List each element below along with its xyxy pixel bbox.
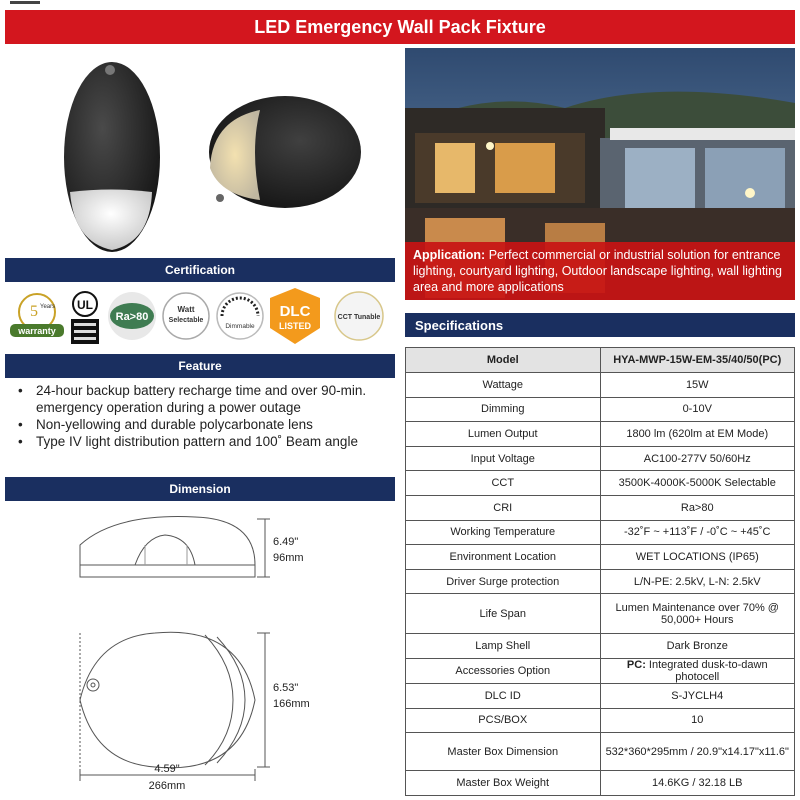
table-row: [406, 520, 795, 545]
spec-key: Lumen Output: [406, 422, 601, 447]
feature-heading: Feature: [5, 354, 395, 378]
spec-value: [600, 658, 795, 683]
spec-value-bold: PC:: [626, 658, 646, 671]
height-inches: 6.49": [273, 536, 299, 548]
certification-heading: Certification: [5, 258, 395, 282]
product-photo-angled: [200, 90, 365, 220]
warranty-years-label: Years: [40, 304, 56, 310]
spec-header-value: HYA-MWP-15W-EM-35/40/50(PC): [600, 348, 795, 373]
spec-value: Dark Bronze: [600, 634, 795, 659]
spec-header-row: [406, 348, 795, 373]
height-mm: 96mm: [273, 552, 304, 564]
application-label: Application:: [413, 248, 486, 262]
spec-key: DLC ID: [406, 683, 601, 708]
spec-value-rest: Integrated dusk-to-dawn photocell: [645, 658, 768, 683]
table-row: [406, 733, 795, 771]
spec-value: 532*360*295mm / 20.9"x14.17"x11.6": [600, 733, 795, 771]
table-row: [406, 634, 795, 659]
spec-value: -32˚F ~ +113˚F / -0˚C ~ +45˚C: [600, 520, 795, 545]
watt-line1: Watt: [177, 305, 195, 314]
table-row: [406, 545, 795, 570]
warranty-label: warranty: [18, 326, 56, 336]
length-mm: 166mm: [273, 698, 310, 710]
cri-badge-icon: [104, 290, 160, 346]
table-row: [406, 446, 795, 471]
feature-item: • Non-yellowing and durable polycarbonate lens: [18, 416, 390, 433]
dimension-drawing: [5, 505, 395, 797]
spec-value: AC100-277V 50/60Hz: [600, 446, 795, 471]
spec-key: Dimming: [406, 397, 601, 422]
ul-listed-icon: [68, 290, 102, 346]
cri-label: Ra>80: [115, 311, 149, 323]
spec-key: Life Span: [406, 594, 601, 634]
spec-header-key: Model: [406, 348, 601, 373]
spec-value: 0-10V: [600, 397, 795, 422]
spec-key: Master Box Dimension: [406, 733, 601, 771]
spec-key: PCS/BOX: [406, 708, 601, 733]
watt-selectable-icon: [160, 290, 212, 346]
feature-list: [18, 382, 390, 450]
feature-item: • Type IV light distribution pattern and 100˚ Beam angle: [18, 433, 390, 450]
top-edge: [0, 0, 800, 6]
dlc-line1: DLC: [279, 303, 311, 320]
spec-value: S-JYCLH4: [600, 683, 795, 708]
table-row: [406, 373, 795, 398]
table-row: [406, 422, 795, 447]
spec-value: 3500K-4000K-5000K Selectable: [600, 471, 795, 496]
spec-value: WET LOCATIONS (IP65): [600, 545, 795, 570]
product-photo-front: [40, 52, 170, 262]
application-description: Perfect commercial or industrial solution for entrance lighting, courtyard lighting, Outdoor landscape lighting, wall lighting area and more applications: [413, 248, 782, 294]
table-row: [406, 658, 795, 683]
spec-value: 1800 lm (620lm at EM Mode): [600, 422, 795, 447]
feature-item: • 24-hour backup battery recharge time and over 90-min. emergency operation during a power outage: [18, 382, 390, 416]
table-row: [406, 397, 795, 422]
spec-key: Working Temperature: [406, 520, 601, 545]
warranty-badge-icon: [8, 290, 66, 346]
spec-key: Environment Location: [406, 545, 601, 570]
dlc-line2: LISTED: [278, 321, 312, 331]
width-inches: 4.59": [154, 763, 180, 775]
table-row: [406, 771, 795, 796]
spec-value: 14.6KG / 32.18 LB: [600, 771, 795, 796]
ul-mark: UL: [77, 298, 93, 312]
cct-tunable-icon: [328, 290, 390, 346]
warranty-years: 5: [30, 303, 38, 320]
spec-table: [405, 347, 795, 796]
spec-value: 10: [600, 708, 795, 733]
table-row: [406, 495, 795, 520]
title-bar: [5, 10, 795, 44]
spec-key: Accessories Option: [406, 658, 601, 683]
dlc-listed-icon: [266, 286, 324, 346]
spec-key: Input Voltage: [406, 446, 601, 471]
spec-key: Lamp Shell: [406, 634, 601, 659]
spec-key: Wattage: [406, 373, 601, 398]
spec-value: Ra>80: [600, 495, 795, 520]
application-text: [413, 247, 793, 295]
page-title: LED Emergency Wall Pack Fixture: [254, 16, 546, 37]
cct-label: CCT Tunable: [337, 314, 381, 321]
spec-key: CRI: [406, 495, 601, 520]
watt-line2: Selectable: [168, 317, 204, 324]
dimmable-label: Dimmable: [225, 323, 255, 330]
dimmable-icon: [214, 290, 266, 346]
table-row: [406, 594, 795, 634]
spec-value: 15W: [600, 373, 795, 398]
spec-key: CCT: [406, 471, 601, 496]
table-row: [406, 708, 795, 733]
spec-key: Master Box Weight: [406, 771, 601, 796]
dimension-heading: Dimension: [5, 477, 395, 501]
spec-value: L/N-PE: 2.5kV, L-N: 2.5kV: [600, 569, 795, 594]
top-edge-dash: [10, 1, 40, 4]
table-row: [406, 471, 795, 496]
specifications-heading: Specifications: [405, 313, 795, 337]
width-mm: 266mm: [148, 780, 186, 792]
spec-key: Driver Surge protection: [406, 569, 601, 594]
certification-icons: [8, 286, 396, 346]
table-row: [406, 569, 795, 594]
length-inches: 6.53": [273, 682, 299, 694]
table-row: [406, 683, 795, 708]
spec-value: Lumen Maintenance over 70% @ 50,000+ Hours: [600, 594, 795, 634]
